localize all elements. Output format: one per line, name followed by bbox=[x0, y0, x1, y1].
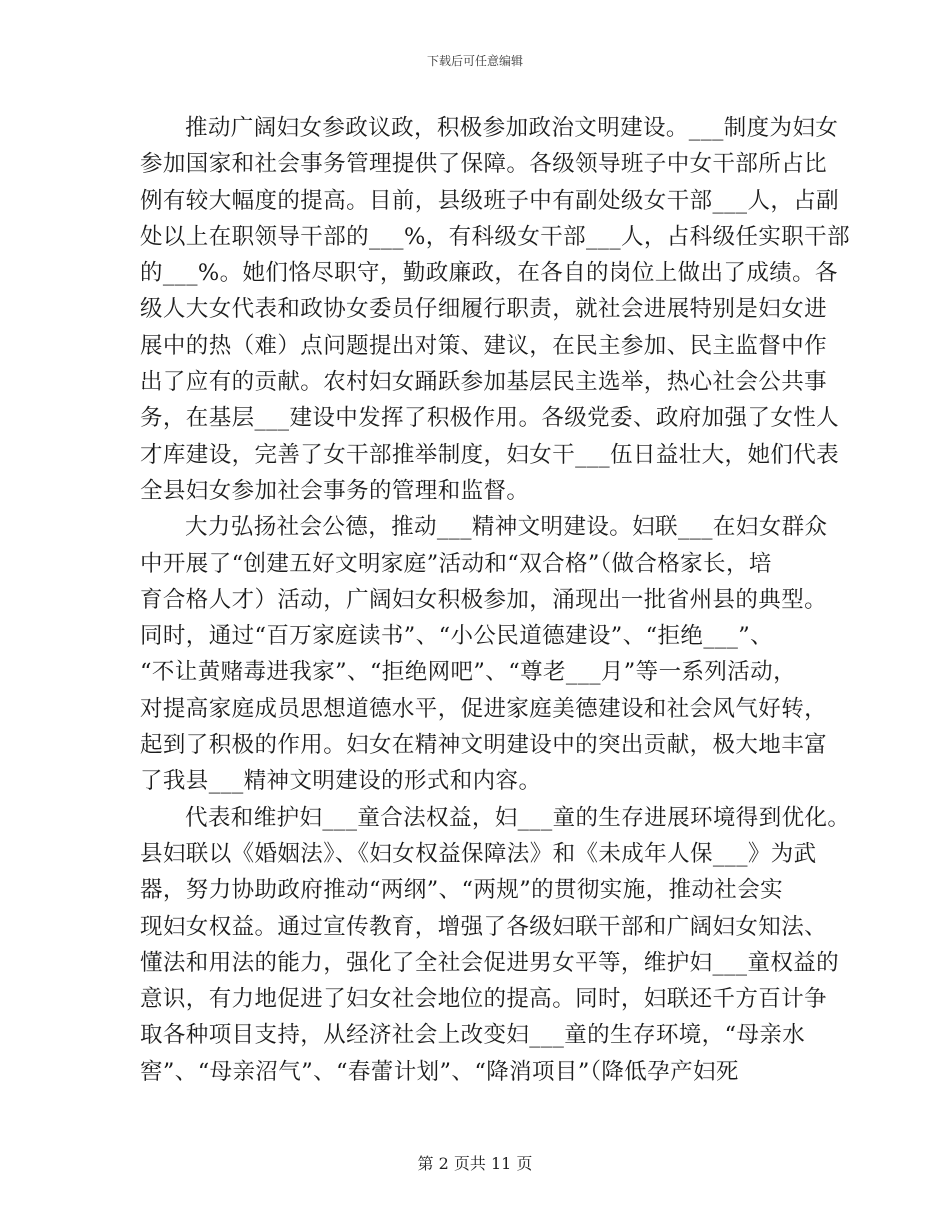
text-line: 推动广阔妇女参政议政，积极参加政治文明建设。___制度为妇女 bbox=[185, 115, 839, 141]
text-line: 起到了积极的作用。妇女在精神文明建设中的突出贡献，极大地丰富 bbox=[140, 732, 828, 759]
paragraph-1 bbox=[140, 110, 850, 509]
text-line: 处以上在职领导干部的___%，有科级女干部___人，占科级任实职干部 bbox=[140, 223, 850, 250]
paragraph-3 bbox=[140, 800, 851, 1090]
text-line: 县妇联以《婚姻法》、《妇女权益保障法》和《未成年人保___》为武 bbox=[140, 840, 817, 867]
text-line: 懂法和用法的能力，强化了全社会促进男女平等，维护妇___童权益的 bbox=[140, 949, 840, 976]
text-line: 窖”、“母亲沼气”、“春蕾计划”、“降消项目”（降低孕产妇死 bbox=[140, 1058, 739, 1085]
text-line: 代表和维护妇___童合法权益，妇___童的生存进展环境得到优化。 bbox=[185, 804, 851, 831]
text-line: 了我县___精神文明建设的形式和内容。 bbox=[140, 768, 542, 795]
text-line: 例有较大幅度的提高。目前，县级班子中有副处级女干部___人，占副 bbox=[140, 187, 840, 214]
text-line: 务，在基层___建设中发挥了积极作用。各级党委、政府加强了女性人 bbox=[140, 405, 840, 432]
text-line: 才库建设，完善了女干部推举制度，妇女干___伍日益壮大，她们代表 bbox=[140, 441, 840, 468]
page-footer: 第 2 页共 11 页 bbox=[417, 1154, 533, 1173]
text-line: 的___%。她们恪尽职守，勤政廉政，在各自的岗位上做出了成绩。各 bbox=[140, 260, 838, 287]
document-body bbox=[140, 110, 851, 1090]
text-line: 出了应有的贡献。农村妇女踊跃参加基层民主选举，热心社会公共事 bbox=[140, 369, 828, 396]
text-line: 意识，有力地促进了妇女社会地位的提高。同时，妇联还千方百计争 bbox=[140, 986, 828, 1013]
text-line: 级人大女代表和政协女委员仔细履行职责，就社会进展特别是妇女进 bbox=[140, 296, 828, 323]
text-line: 参加国家和社会事务管理提供了保障。各级领导班子中女干部所占比 bbox=[140, 151, 828, 178]
text-line: 育合格人才）活动，广阔妇女积极参加，涌现出一批省州县的典型。 bbox=[140, 586, 828, 613]
text-line: 全县妇女参加社会事务的管理和监督。 bbox=[140, 477, 530, 504]
paragraph-2 bbox=[140, 509, 828, 799]
text-line: 展中的热（难）点问题提出对策、建议，在民主参加、民主监督中作 bbox=[140, 332, 828, 359]
text-line: 大力弘扬社会公德，推动___精神文明建设。妇联___在妇女群众 bbox=[185, 514, 828, 541]
text-line: “不让黄赌毒进我家”、“拒绝网吧”、“尊老___月”等一系列活动， bbox=[140, 659, 796, 686]
page-header: 下载后可任意编辑 bbox=[426, 54, 523, 68]
text-line: 器，努力协助政府推动“两纲”、“两规”的贯彻实施，推动社会实 bbox=[140, 877, 784, 904]
text-line: 同时，通过“百万家庭读书”、“小公民道德建设”、“拒绝___”、 bbox=[140, 623, 774, 650]
text-line: 中开展了“创建五好文明家庭”活动和“双合格”（做合格家长，培 bbox=[140, 550, 772, 577]
text-line: 对提高家庭成员思想道德水平，促进家庭美德建设和社会风气好转， bbox=[140, 695, 828, 722]
text-line: 现妇女权益。通过宣传教育，增强了各级妇联干部和广阔妇女知法、 bbox=[140, 913, 828, 940]
text-line: 取各种项目支持，从经济社会上改变妇___童的生存环境，“母亲水 bbox=[140, 1022, 806, 1049]
